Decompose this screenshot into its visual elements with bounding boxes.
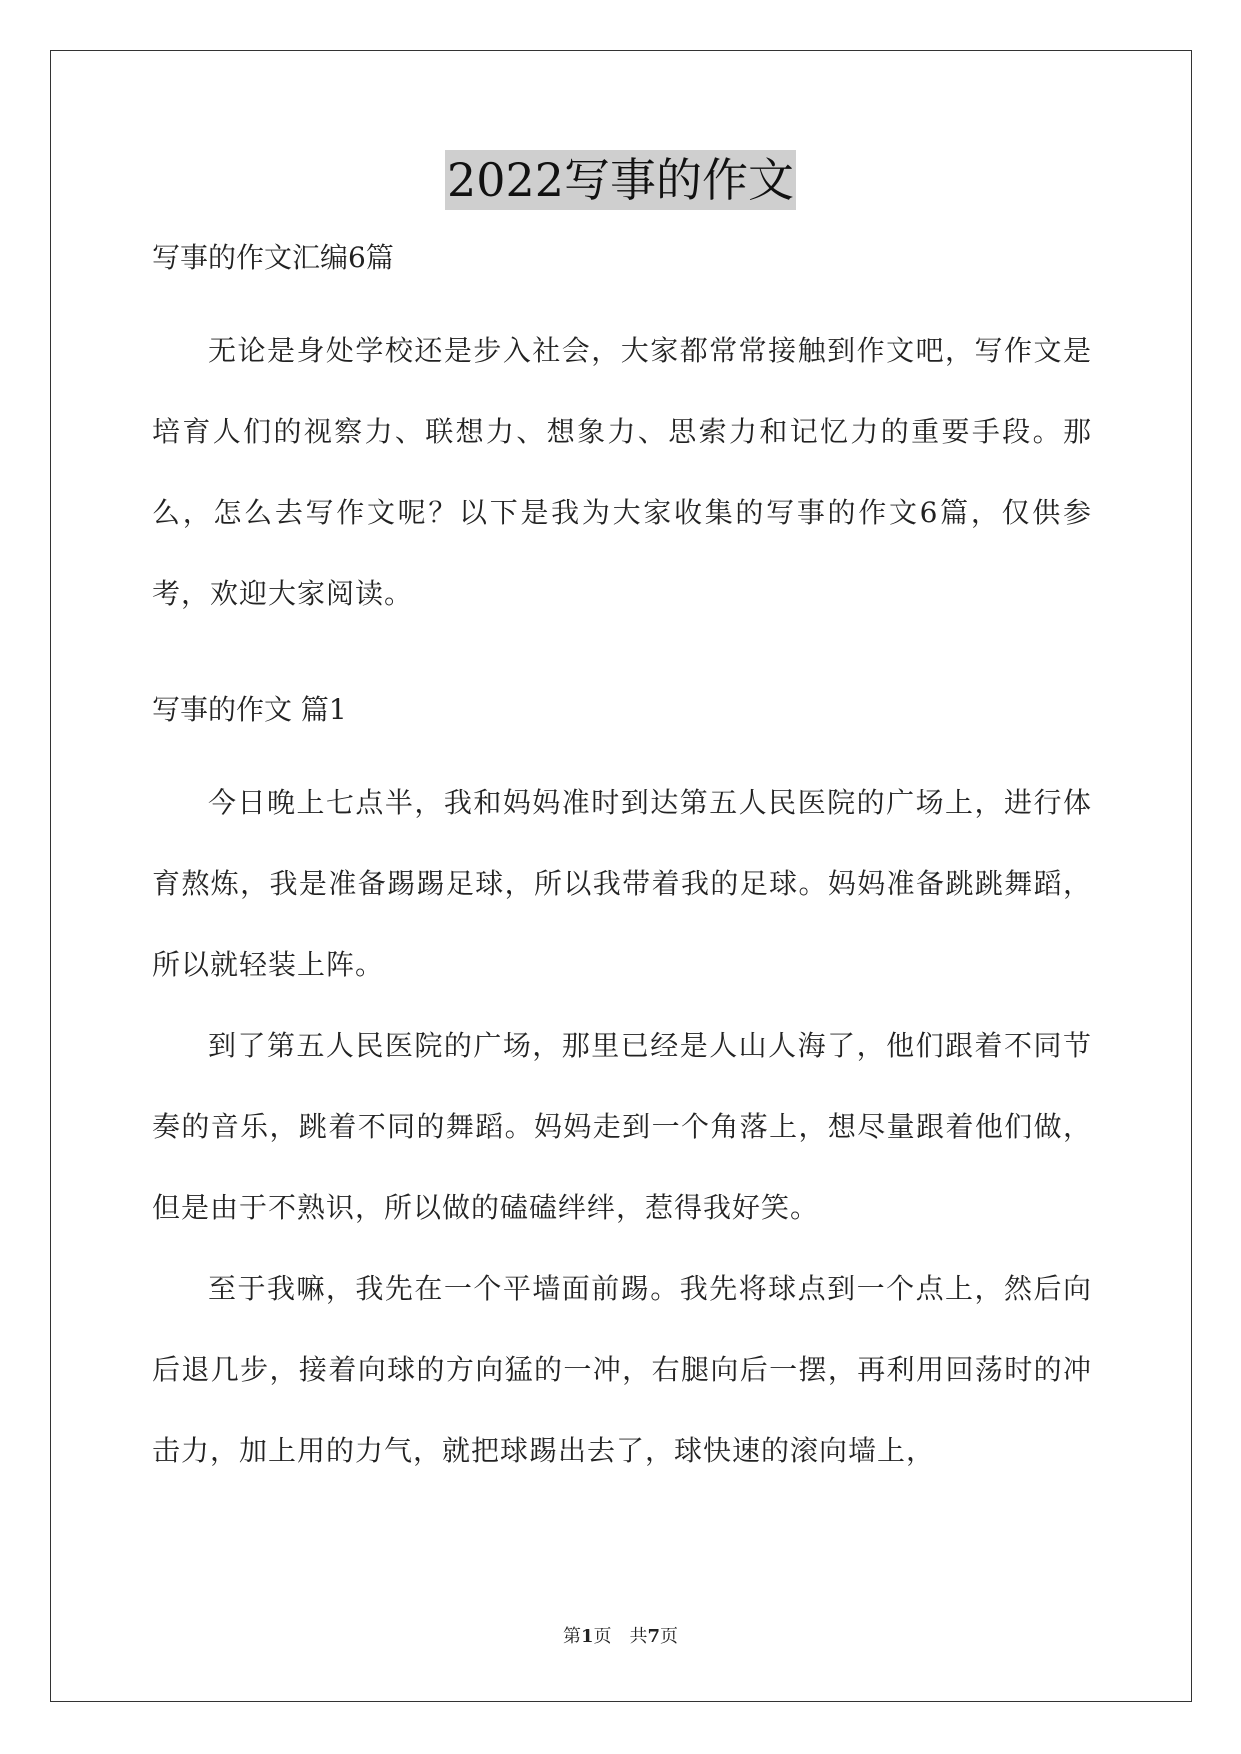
spacer <box>152 288 1092 310</box>
spacer <box>152 740 1092 762</box>
section-heading: 写事的作文 篇1 <box>152 693 347 726</box>
body-paragraph-1: 今日晚上七点半，我和妈妈准时到达第五人民医院的广场上，进行体育熬炼，我是准备踢踢足球，所以我带着我的足球。妈妈准备跳跳舞蹈，所以就轻装上阵。 <box>152 786 1092 981</box>
footer-total-pages: 7 <box>647 1626 661 1647</box>
footer-middle: 页 共 <box>593 1626 648 1647</box>
document-subtitle: 写事的作文汇编6篇 <box>152 241 394 274</box>
intro-paragraph: 无论是身处学校还是步入社会，大家都常常接触到作文吧，写作文是培育人们的视察力、联想力、想象力、思索力和记忆力的重要手段。那么，怎么去写作文呢？以下是我为大家收集的写事的作文6篇，仅供参考，欢迎大家阅读。 <box>152 334 1092 610</box>
document-body <box>152 228 1092 1491</box>
footer-page-number: 1 <box>580 1626 594 1647</box>
footer-suffix: 页 <box>660 1626 679 1647</box>
footer-prefix: 第 <box>562 1626 581 1647</box>
title-wrap <box>0 150 1241 210</box>
page-footer <box>0 1622 1241 1648</box>
body-paragraph-2: 到了第五人民医院的广场，那里已经是人山人海了，他们跟着不同节奏的音乐，跳着不同的舞蹈。妈妈走到一个角落上，想尽量跟着他们做，但是由于不熟识，所以做的磕磕绊绊，惹得我好笑。 <box>152 1029 1092 1224</box>
spacer <box>152 634 1092 680</box>
document-title: 2022写事的作文 <box>445 150 796 210</box>
body-paragraph-3: 至于我嘛，我先在一个平墙面前踢。我先将球点到一个点上，然后向后退几步，接着向球的方向猛的一冲，右腿向后一摆，再利用回荡时的冲击力，加上用的力气，就把球踢出去了，球快速的滚向墙上， <box>152 1272 1092 1467</box>
